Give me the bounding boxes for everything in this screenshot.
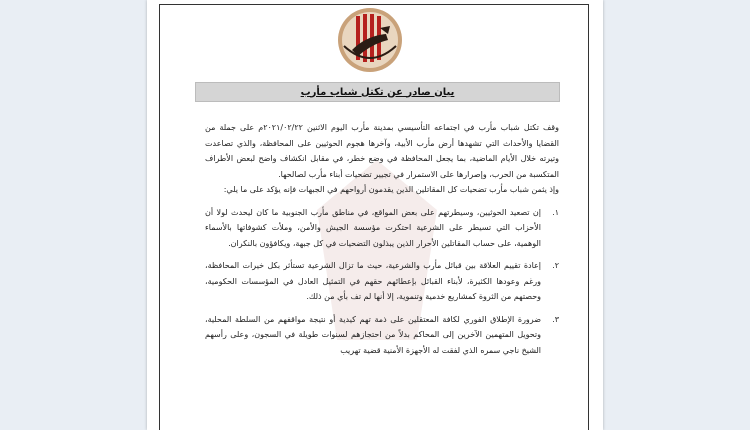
list-item-number: ١. bbox=[552, 207, 559, 217]
list-item-text: إعادة تقييم العلاقة بين قبائل مأرب والشرعية، حيث ما تزال الشرعية تستأثر بكل خيرات المحافظة، ورغم وعودها الكثيرة، لأبناء القبائل بإعطائهم حقهم في التمثيل العادل في المؤسسات الحكومية، وحصتهم من الثروة كمشاريع خدمية وتنموية، إلا أنها لم تف بأي من ذلك. bbox=[205, 261, 541, 301]
statement-title-bar bbox=[195, 82, 560, 102]
list-item-text: إن تصعيد الحوثيين، وسيطرتهم على بعض المواقع، في مناطق مأرب الجنوبية ما كان ليحدث لولا أن الأحزاب التي تسيطر على الشرعية احتكرت مؤسسة الجيش والأمن، وملأت كشوفاتها بالأسماء الوهمية، على حساب المقاتلين الأحرار الذين يبذلون التضحيات في كل جبهة، ويكافؤون بالنكران. bbox=[205, 207, 541, 248]
document-page bbox=[147, 0, 603, 430]
maarib-youth-emblem-icon bbox=[336, 6, 404, 74]
statement-body bbox=[205, 120, 559, 358]
list-item bbox=[205, 258, 559, 305]
intro-paragraph: وقف تكتل شباب مأرب في اجتماعه التأسيسي بمدينة مأرب اليوم الاثنين ٢٠٢١/٠٢/٢٢م على جملة من القضايا والأحداث التي تشهدها أرض مأرب الأبية، وآخرها هجوم الحوثيين على المحافظة، والذي تصاعدت وتيرته خلال الأيام الماضية، بما يجعل المحافظة في وضع خطر، في مقابل انكشاف واضح لبعض الأطراف المتكسبة من الحرب، وإصرارها على الاستمرار في تجيير تضحيات أبناء مأرب لصالحها. bbox=[205, 123, 559, 179]
list-item-number: ٣. bbox=[552, 314, 559, 324]
list-item-number: ٢. bbox=[552, 261, 559, 270]
list-item-text: ضرورة الإطلاق الفوري لكافة المعتقلين على ذمة تهم كيدية أو نتيجة مواقفهم من السلطة المحلية، وتحويل المتهمين الآخرين إلى المحاكم بدلاً من احتجازهم لسنوات طويلة في السجون، وعلى رأسهم الشيخ ناجي سمره الذي لفقت له الأجهزة الأمنية قضية تهريب bbox=[205, 314, 541, 355]
lead-paragraph: وإذ يثمن شباب مأرب تضحيات كل المقاتلين الذين يقدمون أرواحهم في الجبهات فإنه يؤكد على ما يلي: bbox=[223, 185, 559, 194]
statement-title: بيان صادر عن تكتل شباب مأرب bbox=[300, 86, 455, 98]
list-item bbox=[205, 312, 559, 359]
list-item bbox=[205, 205, 559, 252]
